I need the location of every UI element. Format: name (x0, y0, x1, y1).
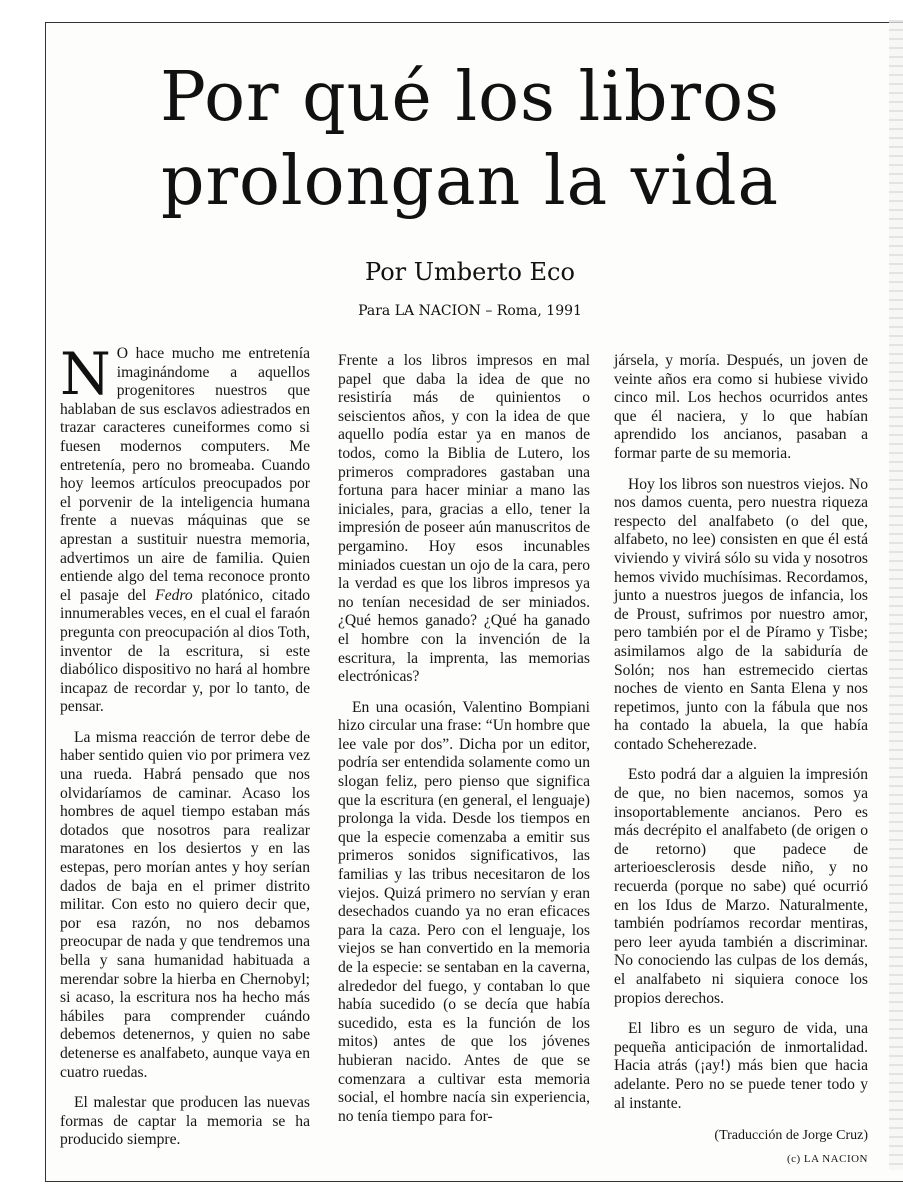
paragraph: La misma reacción de terror debe de haber sentido quien vio por primera vez una rueda. Habrá pensado que nos olvidaríamos de caminar. Acaso los hombres de aquel tiempo estaban más dotados que nosotros para realizar maratones en los desiertos y en las estepas, pero morían antes y hoy serían dados de baja en el primer distrito militar. Con esto no quiero decir que, por esa razón, no nos debamos preocupar de nada y que tendremos una bella y sana humanidad habituada a merendar sobre la hierba en Chernobyl; si acaso, la escritura nos ha hecho más hábiles para comprender cuándo debemos detenernos, y quien no sabe detenerse es analfabeto, aunque vaya en cuatro ruedas. (60, 728, 310, 1081)
translation-credit: (Traducción de Jorge Cruz) (714, 1128, 868, 1144)
title-line-1: Por qué los libros (160, 58, 780, 137)
dateline: Para LA NACION – Roma, 1991 (358, 303, 582, 319)
book-title: Fedro (155, 586, 193, 604)
paragraph: Hoy los libros son nuestros viejos. No nos damos cuenta, pero nuestra riqueza respecto del analfabeto (o del que, alfabeto, no lee) consisten en que él está viviendo y vivirá sólo su vida y nosotros hemos vivido muchísimas. Recordamos, junto a nuestros juegos de infancia, los de Proust, sufrimos por nuestro amor, pero también por el de Píramo y Tisbe; asimilamos algo de la sabiduría de Solón; nos han estremecido ciertas noches de viento en Santa Elena y nos repetimos, junto con la fábula que nos ha contado la abuela, la que había contado Scheherezade. (614, 475, 868, 753)
column-3 (614, 352, 868, 1168)
byline: Por Umberto Eco (365, 258, 575, 286)
drop-cap: N (60, 340, 111, 408)
adjacent-page-edge (889, 20, 903, 1170)
paragraph-text: platónico, citado innumerables veces, en el cual el faraón pregunta con preocupación al dios Toth, inventor de la escritura, si este diabólico dispositivo no hará al hombre incapaz de recordar y, por lo tanto, de pensar. (60, 586, 310, 716)
title-line-2: prolongan la vida (160, 142, 780, 221)
column-1 (60, 340, 310, 1162)
paragraph: Esto podrá dar a alguien la impresión de que, no bien nacemos, somos ya insoportablemente ancianos. Pero es más decrépito el analfabeto (de origen o de retorno) que padece de arterioesclerosis desde niño, y no recuerda (porque no sabe) qué ocurrió en los Idus de Marzo. Naturalmente, también podríamos recordar mentiras, pero leer ayuda también a discriminar. No conociendo las culpas de los demás, el analfabeto ni siquiera conoce los propios derechos. (614, 766, 868, 1007)
article-title (100, 56, 840, 224)
paragraph: Frente a los libros impresos en mal papel que daba la idea de que no resistiría más de quinientos o seiscientos años, y con la idea de que aquello podía estar ya en manos de todos, como la Biblia de Lutero, los primeros compradores gastaban una fortuna para hacer miniar a mano las iniciales, para, gracias a ello, tener la impresión de poseer aún manuscritos de pergamino. Hoy esos incunables miniados cuestan un ojo de la cara, pero la verdad es que los libros impresos ya no tenían necesidad de ser miniados. ¿Qué hemos ganado? ¿Qué ha ganado el hombre con la invención de la escritura, la imprenta, las memorias electrónicas? (338, 352, 590, 686)
paragraph: jársela, y moría. Después, un joven de veinte años era como si hubiese vivido cinco mil. Los hechos ocurridos antes que él naciera, y lo que habían aprendido los ancianos, pasaban a formar parte de su memoria. (614, 352, 868, 462)
paragraph: El malestar que producen las nuevas formas de captar la memoria se ha producido siempre. (60, 1094, 310, 1149)
copyright-credit: (c) LA NACION (786, 1152, 868, 1165)
paragraph: El libro es un seguro de vida, una pequeña anticipación de inmortalidad. Hacia atrás (¡ay!) más bien que hacia adelante. Pero no se puede tener todo y al instante. (614, 1020, 868, 1112)
paragraph: En una ocasión, Valentino Bompiani hizo circular una frase: “Un hombre que lee vale por dos”. Dicha por un editor, podría ser entendida solamente como un slogan feliz, pero pienso que significa que la escritura (en general, el lenguaje) prolonga la vida. Desde los tiempos en que la especie comenzaba a emitir sus primeros sonidos significativos, las familias y las tribus necesitaron de los viejos. Quizá primero no servían y eran desechados cuando ya no eran eficaces para la caza. Pero con el lenguaje, los viejos se han convertido en la memoria de la especie: se sentaban en la caverna, alrededor del fuego, y contaban lo que había sucedido (o se decía que había sucedido, esta es la función de los mitos) antes de que los jóvenes hubieran nacido. Antes de que se comenzara a cultivar esta memoria social, el hombre nacía sin experiencia, no tenía tiempo para for- (338, 698, 590, 1125)
paragraph-text: O hace mucho me entretenía imaginándome a aquellos progenitores nuestros que hablaban de sus esclavos adiestrados en trazar caracteres cuneiformes como si fuesen modernos computers. Me entretenía, pero no bromeaba. Cuando hoy leemos artículos preocupados por el porvenir de la inteligencia humana frente a nuevas máquinas que se aprestan a sustituir nuestra memoria, advertimos un aire de familia. Quien entiende algo del tema reconoce pronto el pasaje del (60, 345, 310, 604)
column-2 (338, 352, 590, 1138)
paragraph (60, 340, 310, 717)
